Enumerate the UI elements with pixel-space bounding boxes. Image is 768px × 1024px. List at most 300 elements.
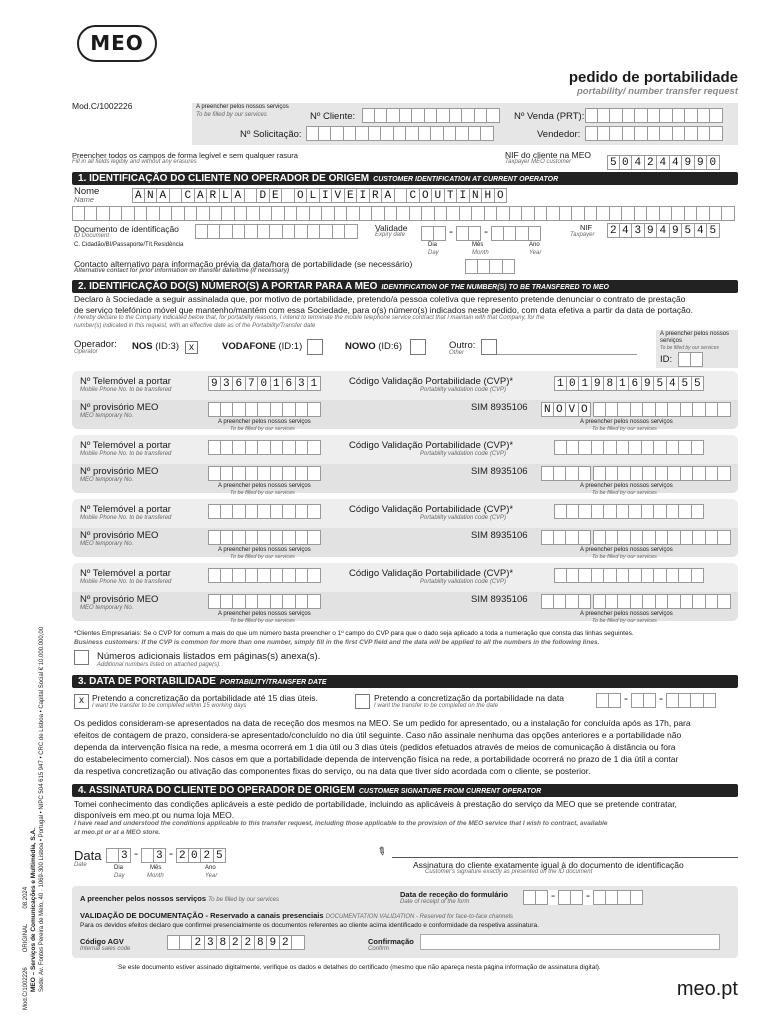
sign-date-cells[interactable]: 3 - 3 - 2 0 2 5 (106, 848, 226, 863)
input-cell[interactable] (681, 466, 694, 481)
input-cell[interactable] (585, 206, 598, 221)
input-cell[interactable] (246, 504, 259, 519)
input-cell[interactable] (622, 206, 635, 221)
venda-cells[interactable] (585, 108, 723, 123)
prov-cells[interactable] (208, 594, 321, 609)
input-cell[interactable] (560, 206, 573, 221)
input-cell[interactable] (693, 402, 706, 417)
input-cell[interactable]: 5 (679, 376, 692, 391)
input-cell[interactable] (421, 226, 434, 241)
input-cell[interactable]: 1 (308, 376, 321, 391)
input-cell[interactable] (246, 402, 259, 417)
input-cell[interactable]: H (482, 188, 495, 203)
input-cell[interactable] (308, 440, 321, 455)
input-cell[interactable]: 3 (296, 376, 309, 391)
input-cell[interactable] (170, 188, 183, 203)
input-cell[interactable] (631, 530, 644, 545)
input-cell[interactable] (647, 206, 660, 221)
input-cell[interactable] (296, 594, 309, 609)
input-cell[interactable] (631, 693, 644, 708)
input-cell[interactable] (395, 188, 408, 203)
input-cell[interactable]: E (345, 188, 358, 203)
tel-cells[interactable] (208, 440, 321, 455)
input-cell[interactable]: I (457, 188, 470, 203)
input-cell[interactable] (629, 504, 642, 519)
input-cell[interactable] (668, 594, 681, 609)
input-cell[interactable] (654, 440, 667, 455)
input-cell[interactable] (668, 402, 681, 417)
input-cell[interactable]: A (195, 188, 208, 203)
input-cell[interactable] (667, 504, 680, 519)
input-cell[interactable] (246, 466, 259, 481)
input-cell[interactable]: C (407, 188, 420, 203)
input-cell[interactable] (271, 594, 284, 609)
tel-cells[interactable] (208, 568, 321, 583)
input-cell[interactable] (604, 440, 617, 455)
input-cell[interactable] (566, 594, 579, 609)
input-cell[interactable] (718, 594, 731, 609)
input-cell[interactable] (604, 568, 617, 583)
input-cell[interactable] (593, 594, 606, 609)
input-cell[interactable] (656, 466, 669, 481)
outro-checkbox[interactable] (481, 339, 497, 355)
input-cell[interactable] (271, 530, 284, 545)
input-cell[interactable]: 1 (554, 376, 567, 391)
input-cell[interactable] (606, 890, 619, 905)
input-cell[interactable] (617, 440, 630, 455)
input-cell[interactable] (618, 402, 631, 417)
input-cell[interactable] (706, 530, 719, 545)
input-cell[interactable] (233, 466, 246, 481)
input-cell[interactable] (447, 206, 460, 221)
input-cell[interactable] (681, 402, 694, 417)
input-cell[interactable] (208, 594, 221, 609)
input-cell[interactable] (541, 594, 554, 609)
input-cell[interactable] (554, 504, 567, 519)
input-cell[interactable]: 6 (233, 376, 246, 391)
input-cell[interactable] (692, 440, 705, 455)
input-cell[interactable] (147, 206, 160, 221)
input-cell[interactable]: L (220, 188, 233, 203)
input-cell[interactable] (706, 466, 719, 481)
input-cell[interactable] (592, 568, 605, 583)
input-cell[interactable] (410, 206, 423, 221)
input-cell[interactable] (679, 693, 692, 708)
input-cell[interactable] (629, 440, 642, 455)
input-cell[interactable]: O (420, 188, 433, 203)
input-cell[interactable] (220, 224, 233, 239)
input-cell[interactable] (308, 530, 321, 545)
opt2-date-cells[interactable] (596, 693, 716, 708)
input-cell[interactable] (245, 188, 258, 203)
input-cell[interactable] (593, 530, 606, 545)
input-cell[interactable] (246, 594, 259, 609)
input-cell[interactable] (434, 226, 447, 241)
input-cell[interactable] (469, 226, 482, 241)
input-cell[interactable] (360, 206, 373, 221)
input-cell[interactable] (221, 466, 234, 481)
input-cell[interactable] (510, 206, 523, 221)
input-cell[interactable] (642, 568, 655, 583)
nowo-checkbox[interactable] (410, 339, 426, 355)
input-cell[interactable]: R (207, 188, 220, 203)
input-cell[interactable] (516, 226, 529, 241)
input-cell[interactable] (579, 440, 592, 455)
input-cell[interactable] (523, 890, 536, 905)
input-cell[interactable]: 0 (258, 376, 271, 391)
input-cell[interactable] (679, 440, 692, 455)
input-cell[interactable] (110, 206, 123, 221)
input-cell[interactable] (372, 206, 385, 221)
input-cell[interactable] (666, 693, 679, 708)
input-cell[interactable] (272, 206, 285, 221)
input-cell[interactable] (310, 206, 323, 221)
input-cell[interactable] (258, 530, 271, 545)
input-cell[interactable] (504, 226, 517, 241)
solicitacao-cells[interactable] (306, 126, 494, 141)
input-cell[interactable] (258, 466, 271, 481)
input-cell[interactable]: 1 (617, 376, 630, 391)
input-cell[interactable] (718, 466, 731, 481)
agv-cells[interactable]: 2 3 8 2 2 8 9 2 (167, 935, 305, 950)
input-cell[interactable] (221, 440, 234, 455)
input-cell[interactable]: O (495, 188, 508, 203)
input-cell[interactable] (283, 504, 296, 519)
sim-cells[interactable] (541, 402, 731, 417)
input-cell[interactable] (208, 466, 221, 481)
input-cell[interactable] (233, 402, 246, 417)
input-cell[interactable] (668, 530, 681, 545)
input-cell[interactable] (667, 440, 680, 455)
validade-cells[interactable] (421, 226, 541, 241)
input-cell[interactable] (692, 568, 705, 583)
input-cell[interactable] (643, 594, 656, 609)
input-cell[interactable]: A (232, 188, 245, 203)
operator-id-cells[interactable] (678, 352, 703, 367)
input-cell[interactable] (656, 402, 669, 417)
input-cell[interactable]: O (554, 402, 567, 417)
input-cell[interactable]: E (270, 188, 283, 203)
input-cell[interactable] (618, 466, 631, 481)
input-cell[interactable] (679, 504, 692, 519)
cvp-cells[interactable] (554, 440, 704, 455)
input-cell[interactable]: O (579, 402, 592, 417)
input-cell[interactable] (572, 206, 585, 221)
nif-meo-cells[interactable]: 5 0 4 2 4 4 9 9 0 (607, 155, 720, 170)
input-cell[interactable] (629, 568, 642, 583)
input-cell[interactable] (258, 568, 271, 583)
input-cell[interactable]: V (332, 188, 345, 203)
input-cell[interactable] (592, 504, 605, 519)
input-cell[interactable] (643, 530, 656, 545)
prov-cells[interactable] (208, 466, 321, 481)
input-cell[interactable] (644, 693, 657, 708)
input-cell[interactable] (704, 693, 717, 708)
input-cell[interactable] (503, 259, 516, 274)
input-cell[interactable] (335, 206, 348, 221)
input-cell[interactable] (308, 504, 321, 519)
input-cell[interactable] (547, 206, 560, 221)
input-cell[interactable] (472, 206, 485, 221)
input-cell[interactable] (233, 224, 246, 239)
input-cell[interactable] (283, 568, 296, 583)
input-cell[interactable]: 5 (654, 376, 667, 391)
input-cell[interactable]: V (566, 402, 579, 417)
input-cell[interactable] (617, 504, 630, 519)
input-cell[interactable] (692, 504, 705, 519)
input-cell[interactable] (606, 402, 619, 417)
input-cell[interactable] (554, 530, 567, 545)
input-cell[interactable] (308, 402, 321, 417)
input-cell[interactable] (579, 530, 592, 545)
input-cell[interactable] (208, 530, 221, 545)
input-cell[interactable] (460, 206, 473, 221)
input-cell[interactable] (691, 693, 704, 708)
input-cell[interactable] (221, 402, 234, 417)
input-cell[interactable] (697, 206, 710, 221)
input-cell[interactable] (618, 530, 631, 545)
name-cells-row2[interactable] (72, 206, 735, 221)
input-cell[interactable]: 1 (579, 376, 592, 391)
input-cell[interactable] (604, 504, 617, 519)
input-cell[interactable] (592, 440, 605, 455)
input-cell[interactable] (571, 890, 584, 905)
tel-cells[interactable] (208, 376, 321, 391)
input-cell[interactable] (295, 224, 308, 239)
input-cell[interactable] (606, 530, 619, 545)
input-cell[interactable] (271, 504, 284, 519)
input-cell[interactable] (635, 206, 648, 221)
input-cell[interactable] (656, 594, 669, 609)
name-cells-row1[interactable] (132, 188, 507, 203)
input-cell[interactable] (122, 206, 135, 221)
input-cell[interactable] (296, 402, 309, 417)
vendedor-cells[interactable] (585, 126, 723, 141)
input-cell[interactable] (593, 466, 606, 481)
input-cell[interactable]: D (257, 188, 270, 203)
input-cell[interactable] (233, 440, 246, 455)
input-cell[interactable] (285, 206, 298, 221)
input-cell[interactable] (566, 466, 579, 481)
input-cell[interactable] (631, 466, 644, 481)
additional-checkbox[interactable] (74, 650, 89, 665)
input-cell[interactable]: T (445, 188, 458, 203)
sim-cells[interactable] (541, 594, 731, 609)
input-cell[interactable]: N (145, 188, 158, 203)
input-cell[interactable] (258, 594, 271, 609)
input-cell[interactable] (706, 402, 719, 417)
input-cell[interactable] (609, 693, 622, 708)
input-cell[interactable] (660, 206, 673, 221)
input-cell[interactable] (485, 206, 498, 221)
input-cell[interactable] (579, 594, 592, 609)
input-cell[interactable] (422, 206, 435, 221)
input-cell[interactable] (643, 402, 656, 417)
input-cell[interactable] (322, 206, 335, 221)
input-cell[interactable] (258, 504, 271, 519)
input-cell[interactable] (270, 224, 283, 239)
input-cell[interactable] (233, 594, 246, 609)
input-cell[interactable] (210, 206, 223, 221)
input-cell[interactable] (554, 466, 567, 481)
input-cell[interactable] (283, 530, 296, 545)
input-cell[interactable]: A (132, 188, 145, 203)
input-cell[interactable] (718, 402, 731, 417)
input-cell[interactable] (567, 504, 580, 519)
input-cell[interactable] (654, 568, 667, 583)
input-cell[interactable] (490, 259, 503, 274)
input-cell[interactable]: R (370, 188, 383, 203)
input-cell[interactable] (296, 568, 309, 583)
input-cell[interactable] (522, 206, 535, 221)
input-cell[interactable] (333, 224, 346, 239)
cvp-cells[interactable] (554, 568, 704, 583)
input-cell[interactable]: L (307, 188, 320, 203)
input-cell[interactable] (566, 530, 579, 545)
cliente-cells[interactable] (362, 108, 500, 123)
input-cell[interactable] (554, 440, 567, 455)
input-cell[interactable] (185, 206, 198, 221)
input-cell[interactable] (208, 224, 221, 239)
input-cell[interactable] (258, 402, 271, 417)
input-cell[interactable] (233, 568, 246, 583)
input-cell[interactable] (579, 466, 592, 481)
input-cell[interactable] (642, 504, 655, 519)
input-cell[interactable] (617, 568, 630, 583)
input-cell[interactable] (320, 224, 333, 239)
input-cell[interactable] (297, 206, 310, 221)
doc-cells[interactable] (195, 224, 358, 239)
input-cell[interactable] (435, 206, 448, 221)
input-cell[interactable] (282, 188, 295, 203)
input-cell[interactable] (233, 530, 246, 545)
input-cell[interactable] (296, 530, 309, 545)
input-cell[interactable] (247, 206, 260, 221)
input-cell[interactable] (610, 206, 623, 221)
input-cell[interactable] (283, 594, 296, 609)
outro-line[interactable] (497, 354, 637, 355)
input-cell[interactable] (72, 206, 85, 221)
contact-cells[interactable] (465, 259, 515, 274)
input-cell[interactable] (631, 594, 644, 609)
signature-line[interactable] (392, 857, 738, 858)
input-cell[interactable]: 3 (221, 376, 234, 391)
input-cell[interactable] (208, 568, 221, 583)
input-cell[interactable] (567, 568, 580, 583)
input-cell[interactable] (221, 504, 234, 519)
sim-cells[interactable] (541, 530, 731, 545)
input-cell[interactable] (385, 206, 398, 221)
input-cell[interactable] (308, 568, 321, 583)
input-cell[interactable] (221, 568, 234, 583)
input-cell[interactable] (567, 440, 580, 455)
input-cell[interactable]: N (470, 188, 483, 203)
input-cell[interactable] (541, 530, 554, 545)
input-cell[interactable]: 6 (629, 376, 642, 391)
input-cell[interactable] (693, 530, 706, 545)
input-cell[interactable] (271, 568, 284, 583)
input-cell[interactable] (681, 594, 694, 609)
cvp-cells[interactable] (554, 504, 704, 519)
cvp-cells[interactable] (554, 376, 704, 391)
input-cell[interactable]: 8 (604, 376, 617, 391)
input-cell[interactable] (681, 530, 694, 545)
input-cell[interactable] (283, 466, 296, 481)
input-cell[interactable] (208, 440, 221, 455)
nif-cells[interactable]: 2 4 3 9 4 9 5 4 5 (607, 223, 720, 238)
input-cell[interactable]: I (320, 188, 333, 203)
input-cell[interactable] (160, 206, 173, 221)
input-cell[interactable] (271, 402, 284, 417)
input-cell[interactable] (208, 402, 221, 417)
input-cell[interactable] (465, 259, 478, 274)
input-cell[interactable] (456, 226, 469, 241)
input-cell[interactable]: A (157, 188, 170, 203)
input-cell[interactable] (195, 224, 208, 239)
input-cell[interactable] (135, 206, 148, 221)
input-cell[interactable] (283, 440, 296, 455)
input-cell[interactable] (597, 206, 610, 221)
input-cell[interactable] (347, 206, 360, 221)
input-cell[interactable] (258, 224, 271, 239)
input-cell[interactable] (246, 530, 259, 545)
input-cell[interactable] (245, 224, 258, 239)
input-cell[interactable] (197, 206, 210, 221)
input-cell[interactable] (679, 568, 692, 583)
input-cell[interactable] (85, 206, 98, 221)
rececao-cells[interactable] (523, 890, 643, 905)
input-cell[interactable] (667, 568, 680, 583)
input-cell[interactable]: O (295, 188, 308, 203)
input-cell[interactable]: 1 (271, 376, 284, 391)
input-cell[interactable]: C (182, 188, 195, 203)
input-cell[interactable] (296, 440, 309, 455)
input-cell[interactable] (685, 206, 698, 221)
input-cell[interactable] (296, 504, 309, 519)
input-cell[interactable] (631, 890, 644, 905)
input-cell[interactable] (656, 530, 669, 545)
sim-cells[interactable] (541, 466, 731, 481)
input-cell[interactable] (631, 402, 644, 417)
input-cell[interactable] (706, 594, 719, 609)
input-cell[interactable] (642, 440, 655, 455)
input-cell[interactable]: 7 (246, 376, 259, 391)
input-cell[interactable] (535, 206, 548, 221)
input-cell[interactable] (172, 206, 185, 221)
input-cell[interactable] (668, 466, 681, 481)
input-cell[interactable] (222, 206, 235, 221)
input-cell[interactable] (606, 466, 619, 481)
input-cell[interactable] (558, 890, 571, 905)
input-cell[interactable] (718, 530, 731, 545)
input-cell[interactable] (579, 568, 592, 583)
input-cell[interactable]: 9 (592, 376, 605, 391)
input-cell[interactable] (596, 693, 609, 708)
input-cell[interactable] (722, 206, 735, 221)
input-cell[interactable] (618, 594, 631, 609)
input-cell[interactable]: 5 (692, 376, 705, 391)
input-cell[interactable] (397, 206, 410, 221)
input-cell[interactable] (606, 594, 619, 609)
input-cell[interactable] (208, 504, 221, 519)
input-cell[interactable] (529, 226, 542, 241)
input-cell[interactable] (579, 504, 592, 519)
input-cell[interactable] (618, 890, 631, 905)
input-cell[interactable] (541, 466, 554, 481)
input-cell[interactable] (710, 206, 723, 221)
input-cell[interactable] (221, 594, 234, 609)
input-cell[interactable] (536, 890, 549, 905)
